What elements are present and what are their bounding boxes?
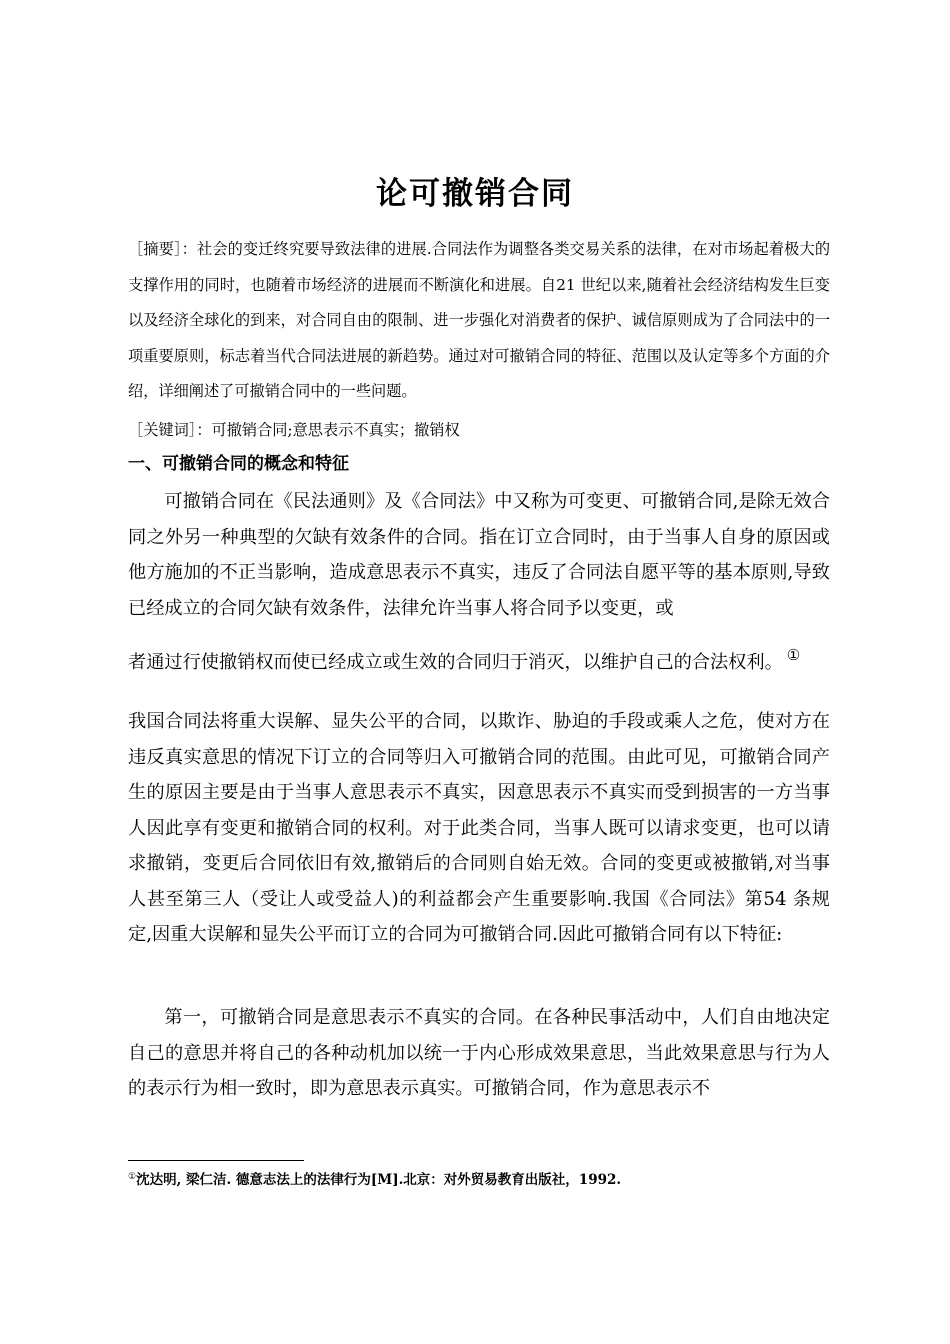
footnote-text: 沈达明, 梁仁洁. 德意志法上的法律行为[M].北京：对外贸易教育出版社，1992. — [136, 1172, 622, 1188]
abstract-text: 社会的变迁终究要导致法律的进展.合同法作为调整各类交易关系的法律，在对市场起着极大的支撑作用的同时，也随着市场经济的进展而不断演化和进展。自21 世纪以来,随着社会经济结构发生巨变以及经济全球化的到来，对合同自由的限制、进一步强化对消费者的保护、诚信原则成为了合同法中的一项重要原则，标志着当代合同法进展的新趋势。通过对可撤销合同的特征、范围以及认定等多个方面的介绍，详细阐述了可撤销合同中的一些问题。 — [128, 240, 831, 400]
keywords-label: ［关键词］： — [128, 421, 212, 439]
paragraph-1-last-line — [128, 645, 830, 681]
paragraph-3: 第一，可撤销合同是意思表示不真实的合同。在各种民事活动中，人们自由地决定自己的意思并将自己的各种动机加以统一于内心形成效果意思，当此效果意思与行为人的表示行为相一致时，即为意思表示真实。可撤销合同，作为意思表示不 — [128, 1007, 830, 1099]
document-title: 论可撤销合同 — [376, 176, 574, 212]
section-heading: 一、可撤销合同的概念和特征 — [128, 454, 349, 474]
paragraph-2: 我国合同法将重大误解、显失公平的合同，以欺诈、胁迫的手段或乘人之危，使对方在违反真实意思的情况下订立的合同等归入可撤销合同的范围。由此可见，可撤销合同产生的原因主要是由于当事人意思表示不真实，因意思表示不真实而受到损害的一方当事人因此享有变更和撤销合同的权利。对于此类合同，当事人既可以请求变更，也可以请求撤销，变更后合同依旧有效,撤销后的合同则自始无效。合同的变更或被撤销,对当事人甚至第三人（受让人或受益人)的利益都会产生重要影响.我国《合同法》第54 条规定,因重大误解和显失公平而订立的合同为可撤销合同.因此可撤销合同有以下特征: — [128, 711, 830, 945]
paragraph-1-last-text: 者通过行使撤销权而使已经成立或生效的合同归于消灭，以维护自己的合法权利。 — [128, 652, 783, 673]
abstract-label: ［摘要］： — [128, 240, 198, 258]
abstract — [128, 232, 830, 410]
paragraph-1-main: 可撤销合同在《民法通则》及《合同法》中又称为可变更、可撤销合同,是除无效合同之外另一种典型的欠缺有效条件的合同。指在订立合同时，由于当事人自身的原因或他方施加的不正当影响，造成意思表示不真实，违反了合同法自愿平等的基本原则,导致已经成立的合同欠缺有效条件，法律允许当事人将合同予以变更，或 — [128, 491, 830, 619]
footnote — [128, 1166, 830, 1191]
paragraph-1 — [128, 484, 830, 681]
footnote-reference[interactable]: ① — [786, 646, 801, 664]
keywords — [128, 414, 830, 446]
keywords-text: 可撤销合同;意思表示不真实；撤销权 — [211, 421, 460, 439]
footnote-mark: ① — [128, 1172, 137, 1182]
footnote-divider — [128, 1160, 304, 1161]
